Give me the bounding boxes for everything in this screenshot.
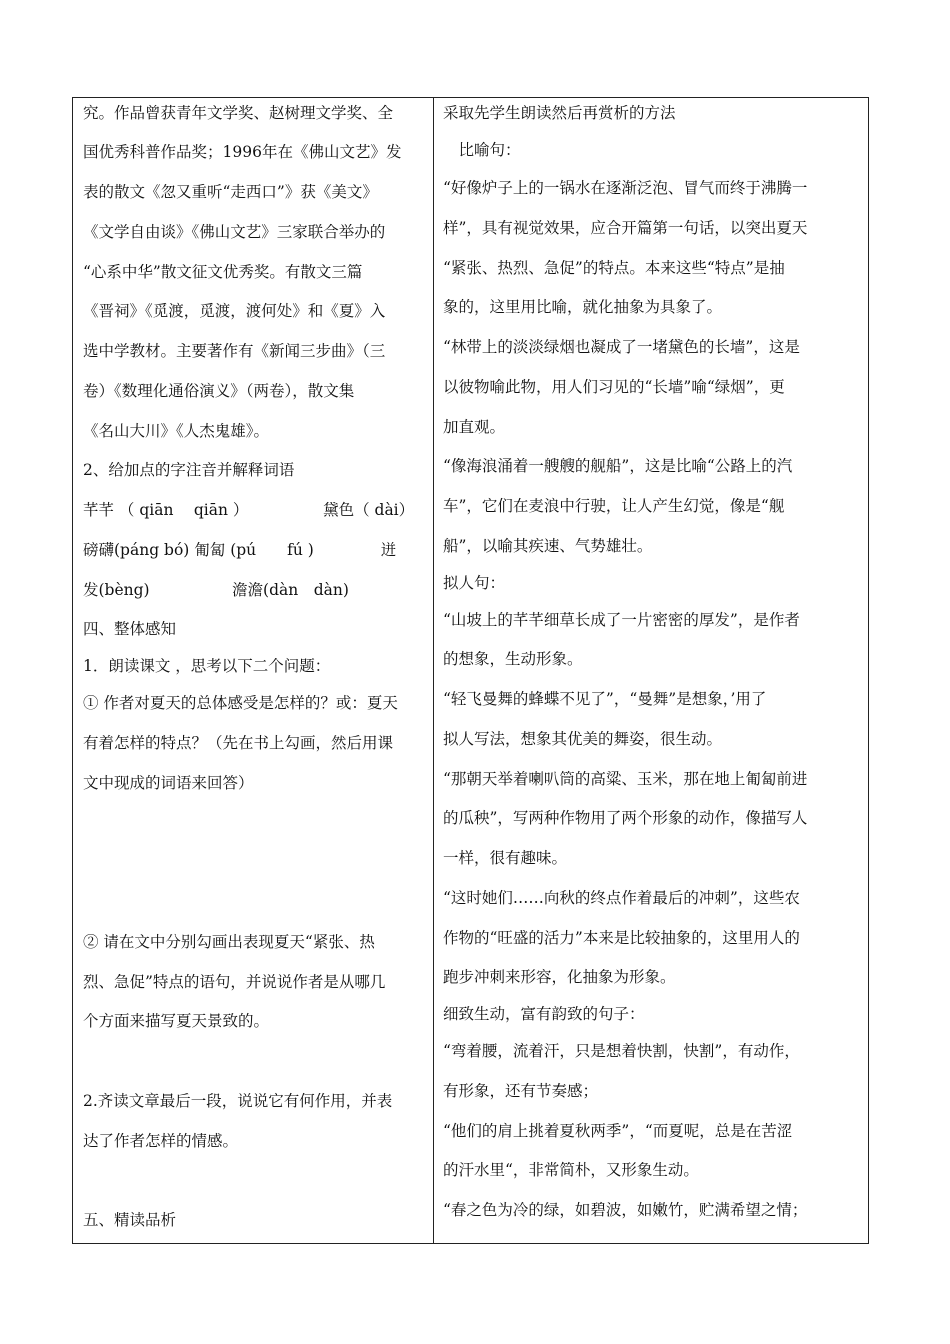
text-line: “那朝天举着喇叭筒的高粱、玉米，那在地上匍匐前进 (443, 770, 808, 788)
text-line: 《晋祠》《觅渡，觅渡，渡何处》和《夏》入 (83, 302, 386, 320)
text-line: 样”，具有视觉效果，应合开篇第一句话，以突出夏天 (443, 219, 808, 237)
question-2: ② 请在文中分别勾画出表现夏天“紧张、热 (83, 933, 375, 951)
subheading-simile: 比喻句： (443, 141, 521, 159)
text-line: 达了作者怎样的情感。 (83, 1132, 239, 1150)
text-line: 烈、急促”特点的语句，并说说作者是从哪几 (83, 973, 386, 991)
question-3: 2.齐读文章最后一段，说说它有何作用，并表 (83, 1092, 393, 1110)
text-line: 车”，它们在麦浪中行驶，让人产生幻觉，像是“舰 (443, 497, 785, 515)
text-line: 个方面来描写夏天景致的。 (83, 1012, 270, 1030)
section-heading: 2、给加点的字注音并解释词语 (83, 461, 295, 479)
section-heading: 五、精读品析 (83, 1211, 177, 1229)
text-line: 的汗水里“，非常简朴，又形象生动。 (443, 1161, 699, 1179)
text-line: 作物的“旺盛的活力”本来是比较抽象的，这里用人的 (443, 929, 800, 947)
lesson-table (72, 97, 869, 1244)
column-divider (433, 98, 434, 1243)
text-line: “他们的肩上挑着夏秋两季”，“而夏呢，总是在苦涩 (443, 1122, 793, 1140)
text-line: 表的散文《忽又重听“走西口”》获《美文》 (83, 183, 378, 201)
text-line: 《文学自由谈》《佛山文艺》三家联合举办的 (83, 223, 386, 241)
subheading-vivid: 细致生动，富有韵致的句子： (443, 1005, 645, 1023)
question-1: ① 作者对夏天的总体感受是怎样的？或：夏天 (83, 694, 398, 712)
text-line: “林带上的淡淡绿烟也凝成了一堵黛色的长墙”，这是 (443, 338, 800, 356)
text-line: “好像炉子上的一锅水在逐渐泛泡、冒气而终于沸腾一 (443, 179, 808, 197)
text-line: 有着怎样的特点？（先在书上勾画，然后用课 (83, 734, 394, 752)
text-line: 《名山大川》《人杰鬼雄》。 (83, 422, 270, 440)
text-line: 磅礴(páng bó) 匍匐 (pú fú ) 迸 (83, 541, 397, 559)
text-line: 卷）《数理化通俗演义》（两卷），散文集 (83, 382, 355, 400)
text-line: 的想象，生动形象。 (443, 650, 583, 668)
text-line: 拟人写法，想象其优美的舞姿，很生动。 (443, 730, 723, 748)
text-line: 究。作品曾获青年文学奖、赵树理文学奖、全 (83, 104, 394, 122)
text-line: “紧张、热烈、急促”的特点。本来这些“特点”是抽 (443, 259, 785, 277)
text-line: “春之色为冷的绿，如碧波，如嫩竹，贮满希望之情； (443, 1201, 808, 1219)
text-line: 象的，这里用比喻，就化抽象为具象了。 (443, 298, 723, 316)
text-line: “像海浪涌着一艘艘的舰船”，这是比喻“公路上的汽 (443, 457, 793, 475)
text-line: “心系中华”散文征文优秀奖。有散文三篇 (83, 263, 363, 281)
text-line: 船”，以喻其疾速、气势雄壮。 (443, 537, 653, 555)
text-line: 选中学教材。主要著作有《新闻三步曲》（三 (83, 342, 386, 360)
text-line: 加直观。 (443, 418, 506, 436)
text-line: 发(bèng) 澹澹(dàn dàn) (83, 581, 349, 599)
text-line: “轻飞曼舞的蜂蝶不见了”，“曼舞”是想象，’用了 (443, 690, 767, 708)
text-line: 采取先学生朗读然后再赏析的方法 (443, 104, 676, 122)
text-line: “这时她们……向秋的终点作着最后的冲刺”，这些农 (443, 889, 800, 907)
text-line: 跑步冲刺来形容，化抽象为形象。 (443, 968, 676, 986)
text-line: 文中现成的词语来回答） (83, 774, 254, 792)
text-line: 有形象，还有节奏感； (443, 1082, 599, 1100)
subheading-personification: 拟人句： (443, 574, 506, 592)
text-line: “山坡上的芊芊细草长成了一片密密的厚发”，是作者 (443, 611, 800, 629)
text-line: 1．朗读课文 ，思考以下二个问题： (83, 657, 331, 675)
text-line: 国优秀科普作品奖；1996年在《佛山文艺》发 (83, 143, 402, 161)
text-line: 的瓜秧”，写两种作物用了两个形象的动作，像描写人 (443, 809, 808, 827)
text-line: 芊芊 （ qiān qiān ） 黛色（ dài） (83, 501, 415, 519)
text-line: “弯着腰，流着汗，只是想着快割，快割”，有动作， (443, 1042, 800, 1060)
text-line: 一样，很有趣味。 (443, 849, 568, 867)
section-heading: 四、整体感知 (83, 620, 177, 638)
text-line: 以彼物喻此物，用人们习见的“长墙”喻“绿烟”，更 (443, 378, 785, 396)
